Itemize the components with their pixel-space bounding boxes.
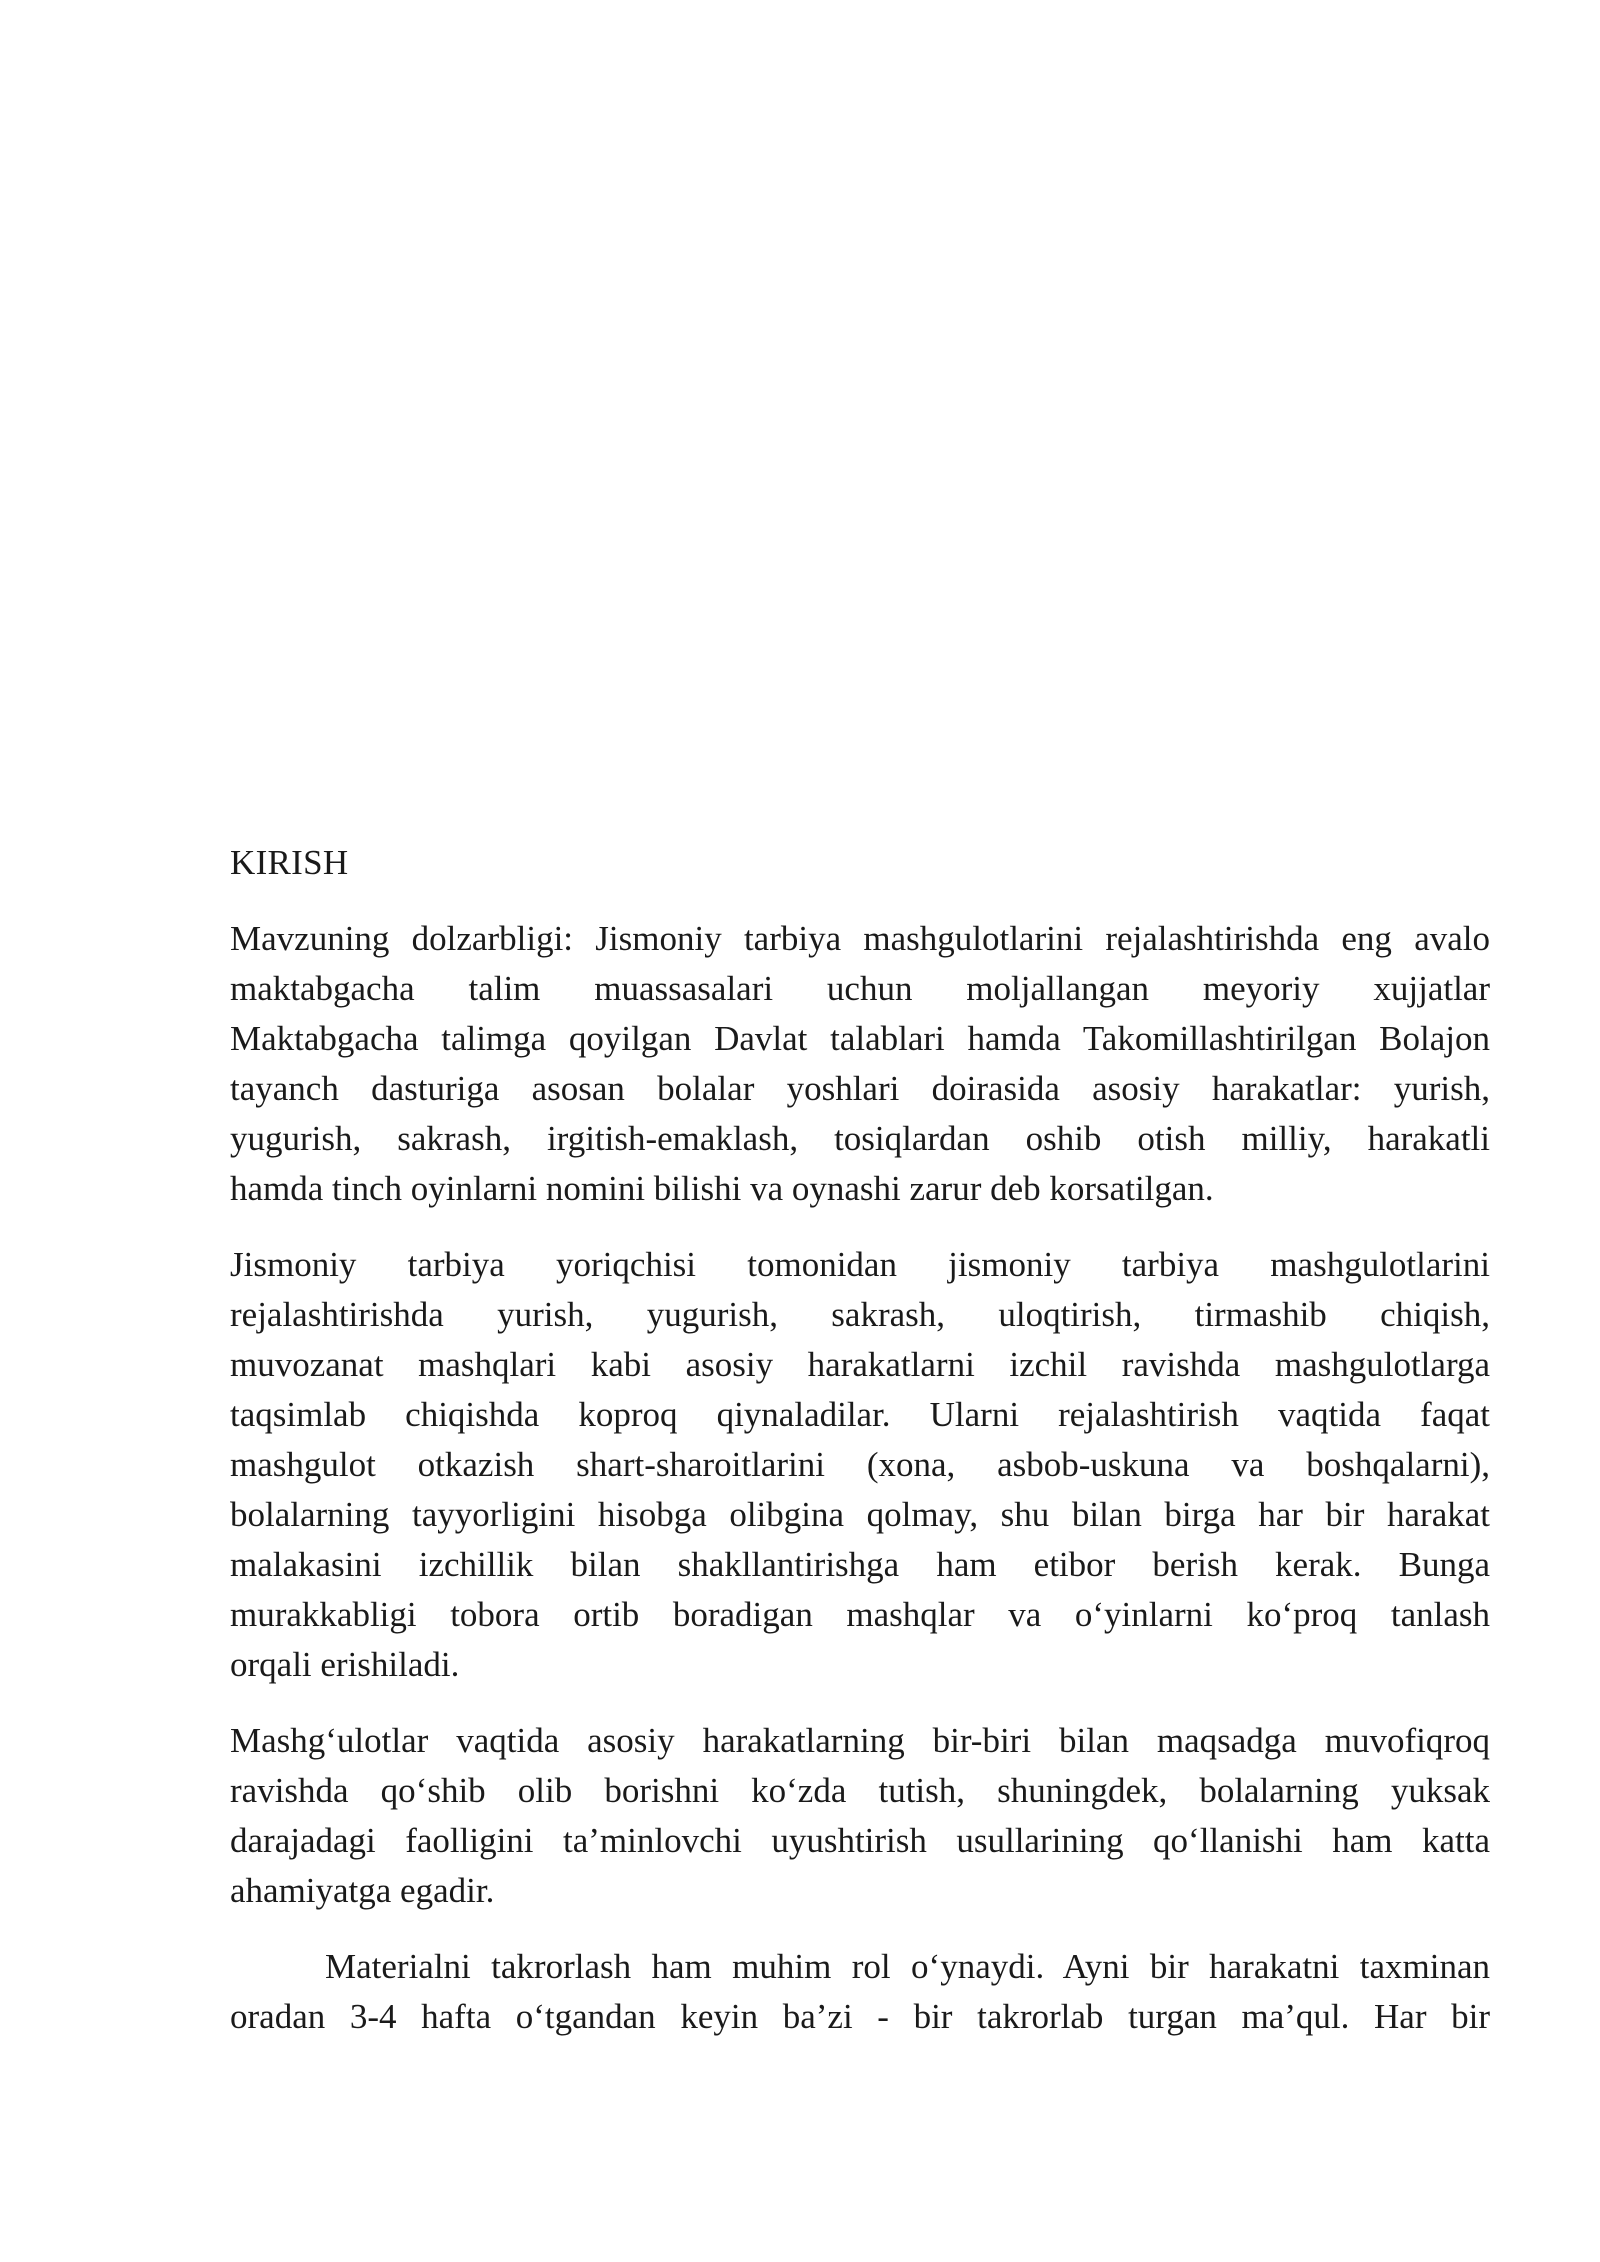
paragraph-combination — [230, 1716, 1490, 1916]
text-line: tayanch dasturiga asosan bolalar yoshlari doirasida asosiy harakatlar: yurish, — [230, 1069, 1490, 1108]
text-line: malakasini izchillik bilan shakllantirishga ham etibor berish kerak. Bunga — [230, 1545, 1490, 1584]
text-line: darajadagi faolligini ta’minlovchi uyushtirish usullarining qo‘llanishi ham katta — [230, 1821, 1490, 1860]
text-line: bolalarning tayyorligini hisobga olibgina qolmay, shu bilan birga har bir harakat — [230, 1495, 1490, 1534]
text-line: mashgulot otkazish shart-sharoitlarini (xona, asbob-uskuna va boshqalarni), — [230, 1445, 1490, 1484]
text-line: ravishda qo‘shib olib borishni ko‘zda tutish, shuningdek, bolalarning yuksak — [230, 1771, 1490, 1810]
text-line: murakkabligi tobora ortib boradigan mashqlar va o‘yinlarni ko‘proq tanlash — [230, 1595, 1490, 1634]
text-line: hamda tinch oyinlarni nomini bilishi va oynashi zarur deb korsatilgan. — [230, 1169, 1214, 1208]
text-line: oradan 3-4 hafta o‘tgandan keyin ba’zi - bir takrorlab turgan ma’qul. Har bir — [230, 1997, 1490, 2036]
section-heading: KIRISH — [230, 843, 349, 882]
text-line: Maktabgacha talimga qoyilgan Davlat talablari hamda Takomillashtirilgan Bolajon — [230, 1019, 1490, 1058]
paragraph-relevance — [230, 914, 1490, 1214]
paragraph-repetition — [230, 1942, 1490, 2042]
text-line: muvozanat mashqlari kabi asosiy harakatlarni izchil ravishda mashgulotlarga — [230, 1345, 1490, 1384]
text-line: maktabgacha talim muassasalari uchun moljallangan meyoriy xujjatlar — [230, 969, 1490, 1008]
document-page — [230, 838, 1490, 2068]
text-line: ahamiyatga egadir. — [230, 1871, 495, 1910]
text-line: Mashg‘ulotlar vaqtida asosiy harakatlarning bir-biri bilan maqsadga muvofiqroq — [230, 1721, 1490, 1760]
text-line: orqali erishiladi. — [230, 1645, 460, 1684]
text-line: taqsimlab chiqishda koproq qiynaladilar. Ularni rejalashtirish vaqtida faqat — [230, 1395, 1490, 1434]
text-line: yugurish, sakrash, irgitish-emaklash, tosiqlardan oshib otish milliy, harakatli — [230, 1119, 1490, 1158]
text-line: Jismoniy tarbiya yoriqchisi tomonidan jismoniy tarbiya mashgulotlarini — [230, 1245, 1490, 1284]
text-line: Materialni takrorlash ham muhim rol o‘ynaydi. Ayni bir harakatni taxminan — [325, 1947, 1490, 1986]
text-line: Mavzuning dolzarbligi: Jismoniy tarbiya mashgulotlarini rejalashtirishda eng avalo — [230, 919, 1490, 958]
paragraph-instructor — [230, 1240, 1490, 1690]
text-line: rejalashtirishda yurish, yugurish, sakrash, uloqtirish, tirmashib chiqish, — [230, 1295, 1490, 1334]
